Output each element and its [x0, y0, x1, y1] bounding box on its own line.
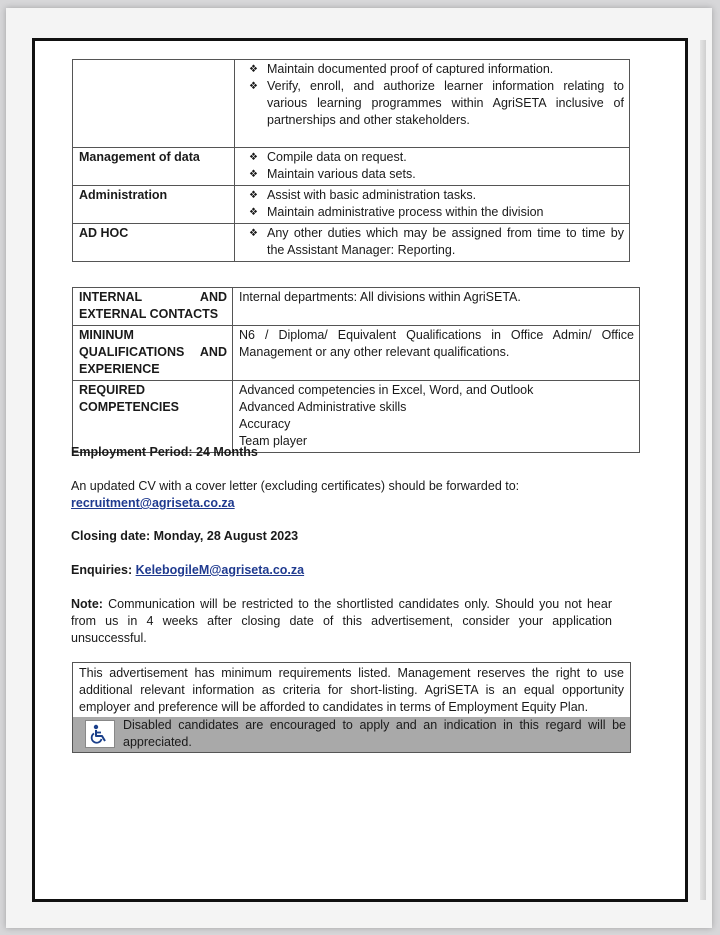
- competency-item: Advanced competencies in Excel, Word, and Outlook: [239, 383, 534, 397]
- list-item: ❖ Maintain administrative process within the division: [249, 205, 544, 219]
- cv-instruction: [71, 478, 631, 512]
- duties-table: [72, 59, 630, 262]
- requirement-label: MININUM QUALIFICATIONS AND EXPERIENCE: [73, 326, 233, 381]
- note-label: Note:: [71, 597, 103, 611]
- diamond-bullet-icon: ❖: [249, 169, 258, 180]
- table-row: [73, 60, 630, 148]
- equity-notice-text: This advertisement has minimum requirements listed. Management reserves the right to use additional relevant information as criteria for short-listing. AgriSETA is an equal opportunity employer and preference will be afforded to candidates in terms of Employment Equity Plan.: [79, 666, 624, 714]
- table-row: [73, 186, 630, 224]
- diamond-bullet-icon: ❖: [249, 228, 258, 239]
- enquiries-label: Enquiries:: [71, 563, 133, 577]
- duty-label: Administration: [73, 186, 235, 224]
- diamond-bullet-icon: ❖: [249, 190, 258, 201]
- requirement-label: INTERNAL AND EXTERNAL CONTACTS: [73, 288, 233, 326]
- recruitment-email-link[interactable]: recruitment@agriseta.co.za: [71, 496, 235, 510]
- disabled-candidates-text: Disabled candidates are encouraged to apply and an indication in this regard will be appreciated.: [123, 718, 626, 749]
- wheelchair-icon: [85, 720, 115, 748]
- competency-item: Accuracy: [239, 417, 291, 431]
- enquiries-email-link[interactable]: KelebogileM@agriseta.co.za: [135, 563, 305, 577]
- requirement-label: REQUIRED COMPETENCIES: [73, 381, 233, 453]
- requirement-value: N6 / Diploma/ Equivalent Qualifications in Office Admin/ Office Management or any other relevant qualifications.: [239, 328, 634, 359]
- list-item: ❖ Compile data on request.: [249, 150, 407, 164]
- requirement-value: Internal departments: All divisions within AgriSETA.: [239, 290, 521, 304]
- list-item: ❖ Any other duties which may be assigned from time to time by the Assistant Manager: Reporting.: [249, 226, 624, 257]
- table-row: [73, 381, 640, 453]
- competency-item: Team player: [239, 434, 308, 448]
- closing-date: Closing date: Monday, 28 August 2023: [71, 529, 299, 543]
- diamond-bullet-icon: ❖: [249, 81, 258, 92]
- diamond-bullet-icon: ❖: [249, 152, 258, 163]
- table-row: [73, 224, 630, 262]
- table-row: [73, 288, 640, 326]
- list-item: ❖ Assist with basic administration tasks.: [249, 188, 477, 202]
- note-paragraph: [71, 596, 612, 647]
- equity-notice-box: [72, 662, 631, 753]
- enquiries-line: [71, 562, 304, 579]
- cv-instruction-text: An updated CV with a cover letter (excluding certificates) should be forwarded to:: [71, 479, 520, 493]
- diamond-bullet-icon: ❖: [249, 64, 258, 75]
- diamond-bullet-icon: ❖: [249, 207, 258, 218]
- list-item: ❖ Maintain various data sets.: [249, 167, 416, 181]
- duty-label: [73, 60, 235, 148]
- employment-period: Employment Period: 24 Months: [71, 445, 258, 459]
- requirements-table: [72, 287, 640, 453]
- competency-item: Advanced Administrative skills: [239, 400, 407, 414]
- list-item: ❖ Verify, enroll, and authorize learner information relating to various learning programmes within AgriSETA inclusive of partnerships and other stakeholders.: [249, 79, 624, 127]
- table-row: [73, 148, 630, 186]
- duty-label: AD HOC: [73, 224, 235, 262]
- duty-label: Management of data: [73, 148, 235, 186]
- note-text: Communication will be restricted to the shortlisted candidates only. Should you not hear from us in 4 weeks after closing date of this advertisement, consider your application unsuccessful.: [71, 597, 612, 645]
- page-edge-shadow: [700, 40, 706, 900]
- disability-banner: [73, 717, 630, 752]
- table-row: [73, 326, 640, 381]
- list-item: ❖ Maintain documented proof of captured information.: [249, 62, 554, 76]
